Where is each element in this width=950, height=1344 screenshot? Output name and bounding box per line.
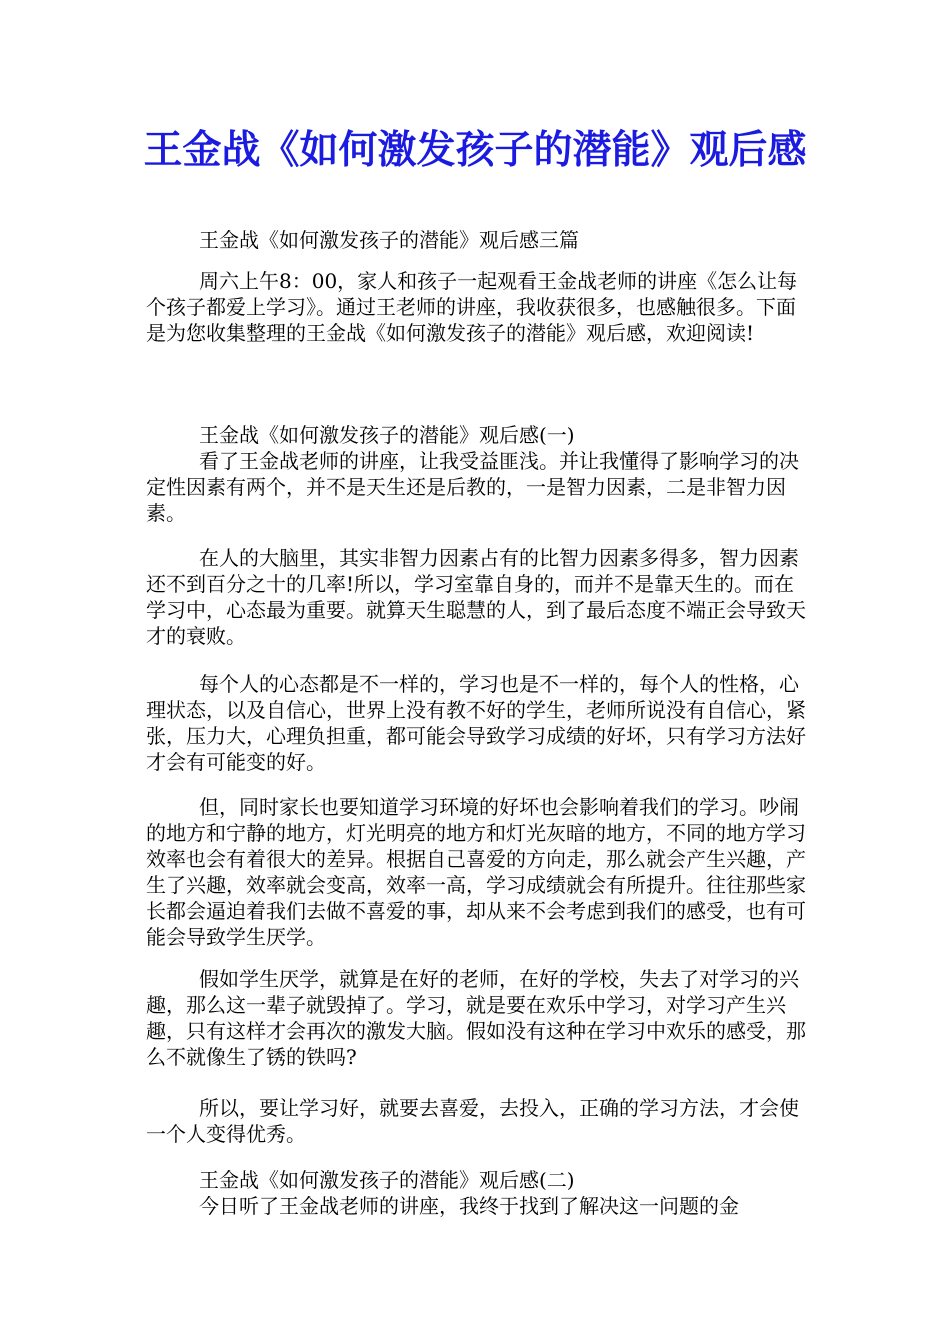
- section-1-heading: 王金战《如何激发孩子的潜能》观后感(一): [199, 423, 575, 447]
- document-title: 王金战《如何激发孩子的潜能》观后感: [143, 127, 807, 173]
- section-1-paragraph-6: 所以，要让学习好，就要去喜爱，去投入，正确的学习方法，才会使一个人变得优秀。: [146, 1096, 799, 1146]
- section-2-paragraph-1: 今日听了王金战老师的讲座，我终于找到了解决这一问题的金: [199, 1194, 739, 1218]
- section-1-paragraph-3: 每个人的心态都是不一样的，学习也是不一样的，每个人的性格，心理状态，以及自信心，世界上没有教不好的学生，老师所说没有自信心，紧张，压力大，心理负担重，都可能会导致学习成绩的好坏，只有学习方法好才会有可能变的好。: [146, 672, 806, 774]
- section-2-heading: 王金战《如何激发孩子的潜能》观后感(二): [199, 1168, 575, 1192]
- section-1-paragraph-1: 看了王金战老师的讲座，让我受益匪浅。并让我懂得了影响学习的决定性因素有两个，并不是天生还是后教的，一是智力因素，二是非智力因素。: [146, 449, 799, 525]
- document-subtitle: 王金战《如何激发孩子的潜能》观后感三篇: [199, 228, 579, 252]
- section-1-paragraph-4: 但，同时家长也要知道学习环境的好坏也会影响着我们的学习。吵闹的地方和宁静的地方，灯光明亮的地方和灯光灰暗的地方，不同的地方学习效率也会有着很大的差异。根据自己喜爱的方向走，那么就会产生兴趣，产生了兴趣，效率就会变高，效率一高，学习成绩就会有所提升。往往那些家长都会逼迫着我们去做不喜爱的事，却从来不会考虑到我们的感受，也有可能会导致学生厌学。: [146, 795, 806, 949]
- section-1-paragraph-2: 在人的大脑里，其实非智力因素占有的比智力因素多得多，智力因素还不到百分之十的几率!所以，学习室靠自身的，而并不是靠天生的。而在学习中，心态最为重要。就算天生聪慧的人，到了最后态度不端正会导致天才的衰败。: [146, 546, 806, 648]
- intro-paragraph: 周六上午8：00，家人和孩子一起观看王金战老师的讲座《怎么让每个孩子都爱上学习》。通过王老师的讲座，我收获很多，也感触很多。下面是为您收集整理的王金战《如何激发孩子的潜能》观后感，欢迎阅读!: [146, 269, 798, 345]
- section-1-paragraph-5: 假如学生厌学，就算是在好的老师，在好的学校，失去了对学习的兴趣，那么这一辈子就毁掉了。学习，就是要在欢乐中学习，对学习产生兴趣，只有这样才会再次的激发大脑。假如没有这种在学习中欢乐的感受，那么不就像生了锈的铁吗?: [146, 967, 806, 1069]
